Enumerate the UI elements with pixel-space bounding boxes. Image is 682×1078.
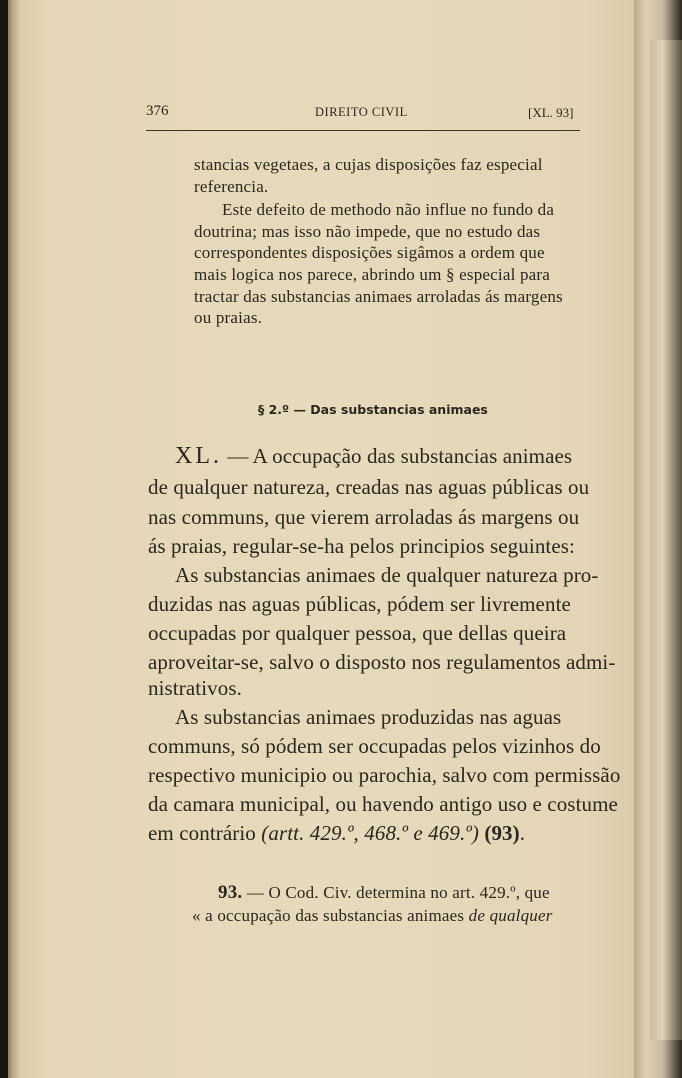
header-rule (146, 130, 580, 131)
text-line: da camara municipal, ou havendo antigo uso e costume (148, 792, 618, 816)
text-line: As substancias animaes produzidas nas aguas (175, 705, 562, 729)
page-number: 376 (146, 103, 169, 119)
page-binding (8, 0, 20, 1078)
section-heading: § 2.º — Das substancias animaes (258, 402, 488, 417)
text-line: ou praias. (194, 308, 263, 327)
text-line: referencia. (194, 177, 269, 196)
text-line: aproveitar-se, salvo o disposto nos regulamentos admi- (148, 650, 616, 674)
note-reference: (93) (484, 821, 520, 845)
note-second-line (192, 906, 553, 926)
note-first-line (218, 882, 550, 904)
legal-citation: (artt. 429.º, 468.º e 469.º) (261, 821, 479, 845)
article-first-line-text: — A occupação das substancias animaes (227, 444, 573, 468)
running-title: DIREITO CIVIL (315, 105, 408, 119)
next-page-edge (650, 40, 682, 1040)
note-second-line-text: « a occupação das substancias animaes (192, 906, 469, 925)
text-line: tractar das substancias animaes arroladas ás margens (194, 287, 563, 306)
note-first-line-text: — O Cod. Civ. determina no art. 429.º, que (246, 883, 550, 902)
article-last-line (148, 821, 525, 846)
text-line: mais logica nos parece, abrindo um § especial para (194, 265, 551, 284)
text-line: de qualquer natureza, creadas nas aguas públicas ou (148, 475, 590, 499)
text-line: duzidas nas aguas públicas, pódem ser livremente (148, 592, 571, 616)
text-line: As substancias animaes de qualquer natureza pro- (175, 563, 599, 587)
text-line: Este defeito de methodo não influe no fundo da (222, 200, 555, 219)
note-number: 93. (218, 882, 243, 903)
section-ref: [XL. 93] (528, 105, 574, 120)
text-line: nas communs, que vierem arroladas ás margens ou (148, 505, 580, 529)
text-line: communs, só pódem ser occupadas pelos vizinhos do (148, 734, 601, 758)
article-number: XL. (175, 443, 222, 469)
text-line: stancias vegetaes, a cujas disposições faz especial (194, 155, 543, 174)
text-line: ás praias, regular-se-ha pelos principios seguintes: (148, 534, 575, 558)
text-line: doutrina; mas isso não impede, que no estudo das (194, 222, 541, 241)
text-line: occupadas por qualquer pessoa, que dellas queira (148, 621, 567, 645)
text-line: respectivo municipio ou parochia, salvo com permissão (148, 763, 621, 787)
note-second-line-italic: de qualquer (468, 906, 553, 925)
article-first-line (175, 443, 572, 470)
last-line-suffix: . (519, 821, 526, 845)
last-line-prefix: em contrário (148, 821, 262, 845)
text-line: correspondentes disposições sigâmos a ordem que (194, 243, 545, 262)
text-line: nistrativos. (148, 676, 242, 700)
